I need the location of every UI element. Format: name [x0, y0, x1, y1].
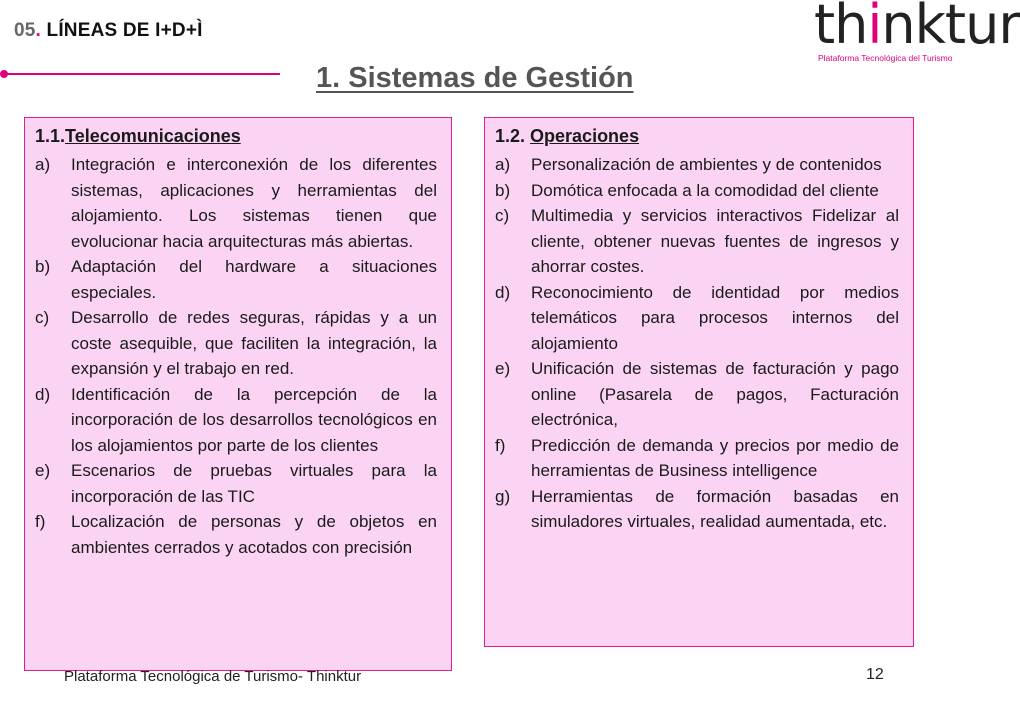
list-item-label: d)	[495, 282, 511, 302]
operations-panel-title	[495, 124, 899, 148]
list-item	[35, 305, 437, 382]
operations-panel	[484, 117, 914, 647]
list-item	[495, 152, 899, 178]
telecom-panel-number: 1.1.	[35, 126, 66, 146]
section-number: 05	[14, 20, 36, 41]
list-item-label: e)	[495, 359, 511, 378]
list-item-text: Integración e interconexión de los diferentes sistemas, aplicaciones y herramientas del alojamiento. Los sistemas tienen que evolucionar hacia arquitecturas más abiertas.	[71, 155, 437, 251]
list-item	[35, 254, 437, 305]
list-item-label: g)	[495, 486, 511, 506]
list-item-label: d)	[35, 384, 51, 404]
list-item	[495, 178, 899, 204]
list-item-text: Desarrollo de redes seguras, rápidas y a un coste asequible, que faciliten la integración, la expansión y el trabajo en red.	[71, 308, 437, 378]
list-item-label: a)	[495, 155, 511, 174]
list-item	[35, 509, 437, 560]
page-number: 12	[866, 666, 884, 683]
list-item-text: Predicción de demanda y precios por medio de herramientas de Business intelligence	[531, 435, 899, 480]
list-item-label: f)	[495, 435, 506, 455]
footer-text: Plataforma Tecnológica de Turismo- Thinktur	[64, 668, 362, 685]
list-item-label: b)	[35, 257, 51, 276]
list-item-text: Identificación de la percepción de la incorporación de los desarrollos tecnológicos en los alojamientos por parte de los clientes	[71, 384, 437, 455]
list-item-text: Multimedia y servicios interactivos Fidelizar al cliente, obtener nuevas fuentes de ingresos y ahorrar costes.	[531, 206, 899, 276]
list-item-label: a)	[35, 155, 51, 174]
list-item-text: Unificación de sistemas de facturación y pago online (Pasarela de pagos, Facturación electrónica,	[531, 359, 899, 429]
list-item-text: Reconocimiento de identidad por medios telemáticos para procesos internos del alojamiento	[531, 282, 899, 353]
logo-wordmark: thinktur	[814, 0, 1020, 56]
list-item-text: Adaptación del hardware a situaciones especiales.	[71, 257, 437, 302]
list-item-text: Domótica enfocada a la comodidad del cliente	[531, 180, 879, 200]
operations-panel-name: Operaciones	[530, 126, 640, 146]
list-item-label: c)	[495, 206, 510, 225]
list-item	[495, 203, 899, 280]
thinktur-logo	[810, 0, 1020, 70]
list-item-text: Localización de personas y de objetos en ambientes cerrados y acotados con precisión	[71, 512, 437, 557]
section-title: LÍNEAS DE I+D+Ì	[41, 20, 203, 41]
section-dot: .	[35, 20, 42, 41]
list-item	[35, 458, 437, 509]
header-rule	[6, 73, 280, 75]
logo-tagline: Plataforma Tecnológica del Turismo	[818, 53, 953, 63]
list-item-text: Herramientas de formación basadas en simuladores virtuales, realidad aumentada, etc.	[531, 486, 899, 531]
list-item	[495, 484, 899, 535]
operations-panel-number: 1.2.	[495, 126, 531, 146]
list-item-label: b)	[495, 180, 511, 200]
telecom-panel-title	[35, 124, 437, 148]
list-item	[495, 356, 899, 433]
list-item	[35, 152, 437, 254]
list-item-label: c)	[35, 308, 50, 327]
list-item-text: Personalización de ambientes y de contenidos	[531, 155, 882, 174]
list-item-label: f)	[35, 512, 46, 531]
list-item	[495, 280, 899, 357]
list-item-label: e)	[35, 461, 51, 480]
list-item	[495, 433, 899, 484]
slide-title: 1. Sistemas de Gestión	[316, 62, 634, 94]
telecom-panel	[24, 117, 452, 671]
telecom-panel-name: Telecomunicaciones	[65, 126, 241, 146]
section-heading	[14, 20, 203, 42]
list-item-text: Escenarios de pruebas virtuales para la incorporación de las TIC	[71, 461, 437, 506]
list-item	[35, 382, 437, 459]
